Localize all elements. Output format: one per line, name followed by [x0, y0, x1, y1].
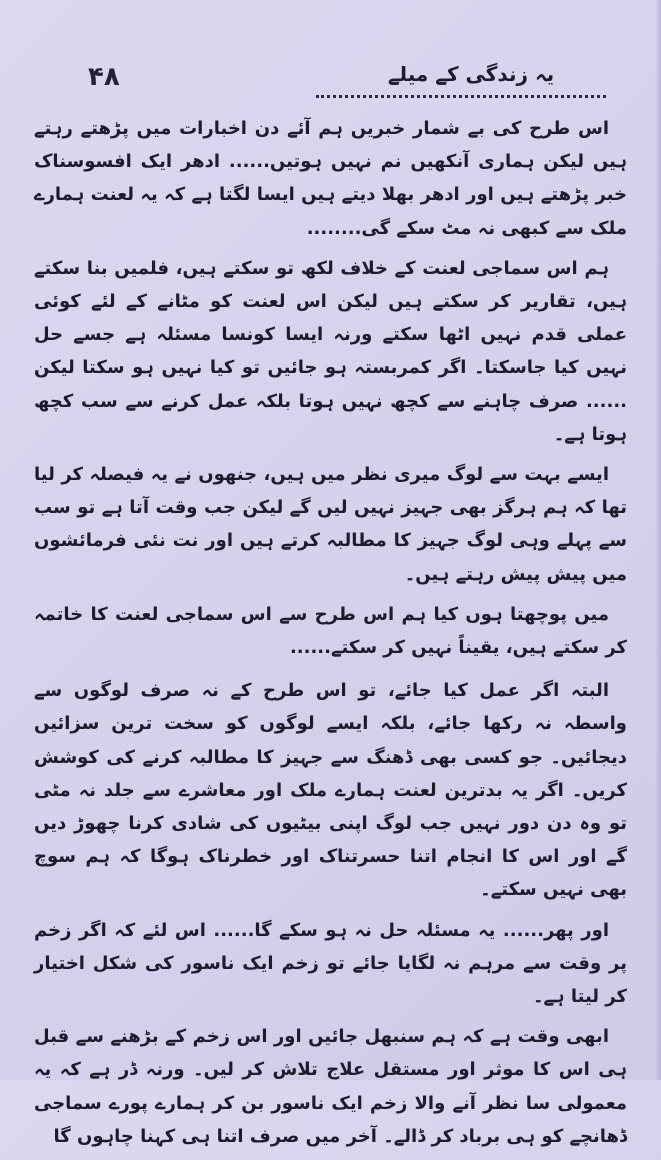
- paragraph-7: ابھی وقت ہے کہ ہم سنبھل جائیں اور اس زخم کے بڑھنے سے قبل ہی اس کا موثر اور مستقل علاج تلاش کر لیں۔ ورنہ ڈر ہے کہ یہ معمولی سا نظر آنے والا زخم ایک ناسور بن کر ہمارے پورے سماجی ڈھانچے کو ہی برباد کر ڈالے۔ آخر میں صرف اتنا ہی کہنا چاہوں گا: [34, 1026, 627, 1147]
- paragraph-3: ایسے بہت سے لوگ میری نظر میں ہیں، جنھوں نے یہ فیصلہ کر لیا تھا کہ ہم ہرگز بھی جہیز نہیں لیں گے لیکن جب وقت آتا ہے تو سب سے پہلے وہی لوگ جہیز کا مطالبہ کرتے ہیں اور نت نئی فرمائشوں میں پیش پیش رہتے ہیں۔: [34, 464, 627, 585]
- running-title: یہ زندگی کے میلے: [387, 62, 555, 86]
- paragraph-4: میں پوچھتا ہوں کیا ہم اس طرح سے اس سماجی لعنت کا خاتمہ کر سکتے ہیں، یقیناً نہیں کر سکتے......: [34, 603, 627, 659]
- paragraph-2: ہم اس سماجی لعنت کے خلاف لکھ تو سکتے ہیں، فلمیں بنا سکتے ہیں، تقاریر کر سکتے ہیں لیکن اس لعنت کو مٹانے کے لئے کوئی عملی قدم نہیں اٹھا سکتے ورنہ ایسا کونسا مسئلہ ہے جسے حل نہیں کیا جاسکتا۔ اگر کمربستہ ہو جائیں تو کیا نہیں ہو سکتا لیکن ...... صرف چاہنے سے کچھ نہیں ہوتا بلکہ عمل کرنے سے سب کچھ ہوتا ہے۔: [34, 257, 627, 445]
- scan-edge-shadow: [655, 0, 661, 1080]
- page-number: ۴۸: [88, 62, 120, 92]
- paragraph-1: اس طرح کی بے شمار خبریں ہم آئے دن اخبارات میں پڑھتے رہتے ہیں لیکن ہماری آنکھیں نم نہیں ہوتیں...... ادھر ایک افسوسناک خبر پڑھتے ہیں اور ادھر بھلا دیتے ہیں ایسا لگتا ہے کہ یہ لعنت ہمارے ملک سے کبھی نہ مٹ سکے گی........: [34, 118, 627, 239]
- header-dotted-rule: [316, 95, 606, 98]
- body-text: [34, 112, 627, 1160]
- paragraph-6: اور پھر...... یہ مسئلہ حل نہ ہو سکے گا...... اس لئے کہ اگر زخم پر وقت سے مرہم نہ لگایا جائے تو زخم ایک ناسور کی شکل اختیار کر لیتا ہے۔: [34, 919, 627, 1008]
- page-header: [80, 62, 606, 102]
- paragraph-5: البتہ اگر عمل کیا جائے، تو اس طرح کے نہ صرف لوگوں سے واسطہ نہ رکھا جائے، بلکہ ایسے لوگوں کو سخت ترین سزائیں دیجائیں۔ جو کسی بھی ڈھنگ سے جہیز کا مطالبہ کرنے کی کوشش کریں۔ اگر یہ بدترین لعنت ہمارے ملک اور معاشرے سے جلد نہ مٹی تو وہ دن دور نہیں جب لوگ اپنی بیٹیوں کی شادی کرنا چھوڑ دیں گے اور اس کا انجام اتنا حسرتناک اور خطرناک ہوگا کہ ہم سوچ بھی نہیں سکتے۔: [34, 680, 627, 901]
